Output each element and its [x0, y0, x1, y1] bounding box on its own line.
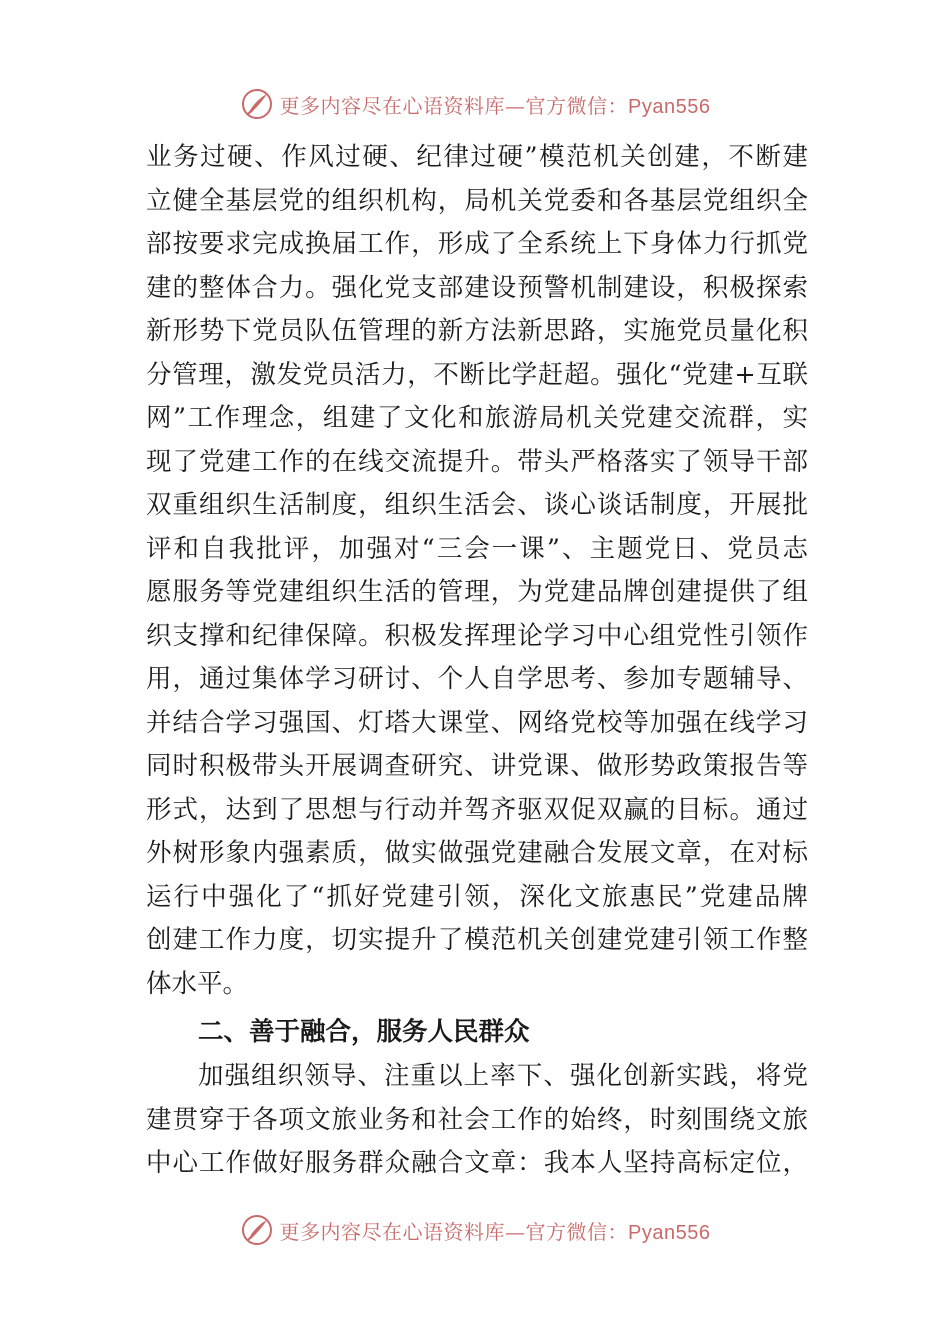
paragraph-1	[146, 136, 808, 1006]
text-line: 网”工作理念，组建了文化和旅游局机关党建交流群，实	[146, 403, 808, 433]
text-line: 运行中强化了“抓好党建引领，深化文旅惠民”党建品牌	[146, 881, 808, 912]
text-line: 同时积极带头开展调查研究、讲党课、做形势政策报告等	[146, 751, 808, 781]
text-line: 外树形象内强素质，做实做强党建融合发展文章，在对标	[146, 838, 808, 868]
text-line: 并结合学习强国、灯塔大课堂、网络党校等加强在线学习	[146, 707, 808, 738]
footer-watermark-banner	[0, 1210, 950, 1250]
quill-pen-logo-icon	[240, 87, 274, 121]
quill-pen-logo-icon	[240, 1213, 274, 1247]
text-line: 用，通过集体学习研讨、个人自学思考、参加专题辅导、	[146, 664, 808, 694]
text-line: 立健全基层党的组织机构，局机关党委和各基层党组织全	[146, 185, 808, 216]
watermark-text: 更多内容尽在心语资料库—官方微信：Pyan556	[279, 1219, 711, 1244]
paragraph-2	[146, 1055, 808, 1186]
header-watermark-banner	[0, 84, 950, 124]
text-line: 现了党建工作的在线交流提升。带头严格落实了领导干部	[146, 446, 808, 477]
watermark-text: 更多内容尽在心语资料库—官方微信：Pyan556	[279, 93, 711, 118]
text-line: 分管理，激发党员活力，不断比学赶超。强化“党建+互联	[146, 359, 808, 390]
text-line: 双重组织生活制度，组织生活会、谈心谈话制度，开展批	[146, 490, 808, 520]
text-line: 业务过硬、作风过硬、纪律过硬”模范机关创建，不断建	[146, 142, 808, 172]
text-line: 中心工作做好服务群众融合文章：我本人坚持高标定位，	[146, 1148, 808, 1178]
text-line: 新形势下党员队伍管理的新方法新思路，实施党员量化积	[146, 316, 808, 346]
section-heading: 二、善于融合，服务人民群众	[198, 1017, 530, 1047]
text-line: 部按要求完成换届工作，形成了全系统上下身体力行抓党	[146, 229, 808, 259]
text-line: 评和自我批评，加强对“三会一课”、主题党日、党员志	[146, 533, 808, 564]
text-line: 织支撑和纪律保障。积极发挥理论学习中心组党性引领作	[146, 620, 808, 651]
text-line: 愿服务等党建组织生活的管理，为党建品牌创建提供了组	[146, 577, 808, 607]
text-line: 建贯穿于各项文旅业务和社会工作的始终，时刻围绕文旅	[146, 1104, 808, 1135]
text-line: 体水平。	[146, 968, 249, 999]
text-line: 创建工作力度，切实提升了模范机关创建党建引领工作整	[146, 925, 808, 955]
text-line: 加强组织领导、注重以上率下、强化创新实践，将党	[198, 1061, 808, 1091]
text-line: 建的整体合力。强化党支部建设预警机制建设，积极探索	[146, 272, 808, 303]
document-body	[146, 136, 808, 1186]
text-line: 形式，达到了思想与行动并驾齐驱双促双赢的目标。通过	[146, 794, 808, 825]
